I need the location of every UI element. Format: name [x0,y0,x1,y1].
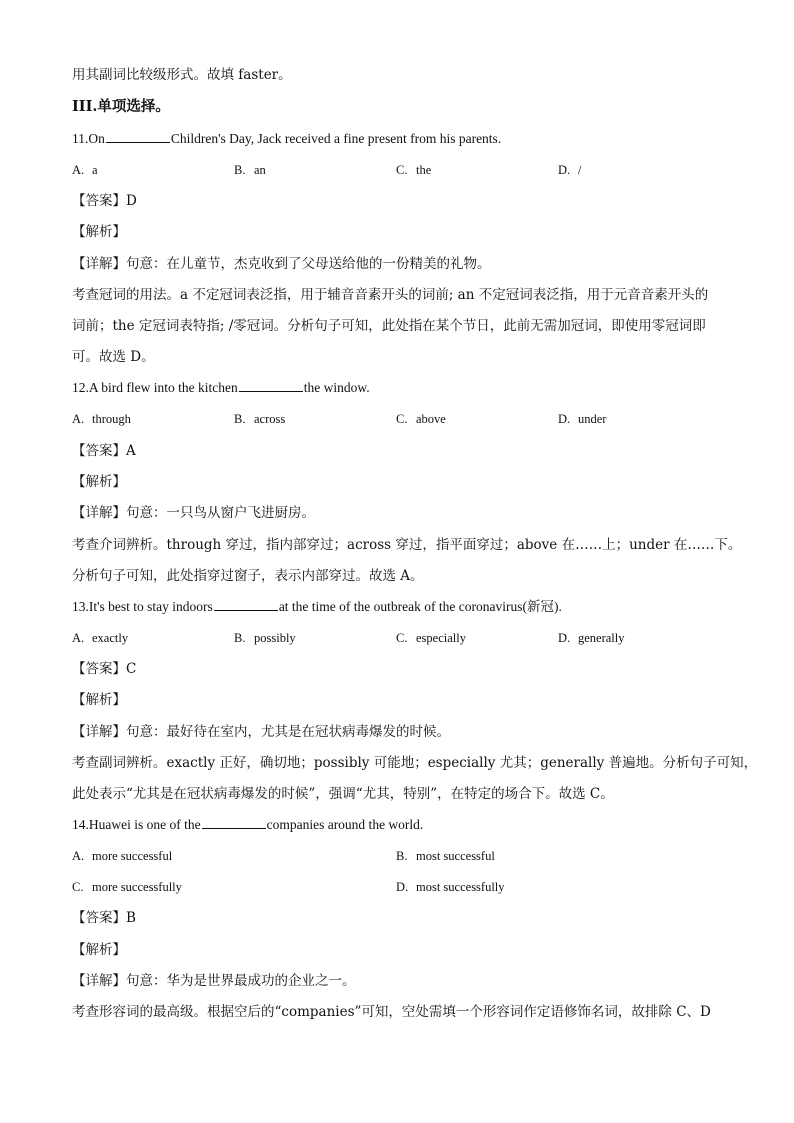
option-text: across [254,412,286,426]
option-letter: D. [558,412,571,426]
q14-detail: 【详解】句意：华为是世界最成功的企业之一。 [72,973,356,989]
question-11-prefix: 11.On [72,131,105,146]
option-letter: D. [558,631,571,645]
q11-option-d [558,161,581,179]
answer-blank [202,816,266,829]
option-text: generally [578,631,625,645]
q14-analysis-label: 【解析】 [72,942,126,958]
q13-option-d [558,629,625,647]
option-letter: B. [234,163,246,177]
q12-option-c [396,410,446,428]
option-text: the [416,163,432,177]
q11-detail: 【详解】句意：在儿童节，杰克收到了父母送给他的一份精美的礼物。 [72,256,491,272]
q13-explanation-1: 考查副词辨析。exactly 正好，确切地；possibly 可能地；especially 尤其；generally 普遍地。分析句子可知， [72,755,758,771]
q13-option-c [396,629,466,647]
question-13-suffix: at the time of the outbreak of the coronavirus(新冠). [278,599,562,614]
q12-option-d [558,410,606,428]
q13-detail: 【详解】句意：最好待在室内，尤其是在冠状病毒爆发的时候。 [72,724,450,740]
q12-detail: 【详解】句意：一只鸟从窗户飞进厨房。 [72,505,315,521]
question-14-suffix: companies around the world. [266,817,424,832]
q11-explanation-1: 考查冠词的用法。a 不定冠词表泛指，用于辅音音素开头的词前; an 不定冠词表泛指，用于元音音素开头的 [72,287,709,303]
option-text: through [92,412,131,426]
q14-option-c [72,878,182,896]
option-letter: C. [396,163,408,177]
option-text: / [578,163,582,177]
question-12-prefix: 12.A bird flew into the kitchen [72,380,238,395]
option-text: most successfully [416,880,505,894]
option-letter: C. [396,412,408,426]
q13-option-b [234,629,296,647]
q14-option-d [396,878,505,896]
question-14-prefix: 14.Huawei is one of the [72,817,201,832]
option-text: above [416,412,446,426]
q12-option-b [234,410,285,428]
option-text: more successfully [92,880,182,894]
q11-option-a [72,161,98,179]
option-letter: B. [234,631,246,645]
q14-explanation-1: 考查形容词的最高级。根据空后的“companies”可知，空处需填一个形容词作定语修饰名词，故排除 C、D [72,1004,711,1020]
continuation-line: 用其副词比较级形式。故填 faster。 [72,67,292,83]
question-14 [72,816,423,834]
answer-blank [106,130,170,143]
q12-explanation-2: 分析句子可知，此处指穿过窗子，表示内部穿过。故选 A。 [72,568,424,584]
option-text: under [578,412,607,426]
option-letter: D. [396,880,409,894]
option-text: an [254,163,266,177]
q11-analysis-label: 【解析】 [72,224,126,240]
option-letter: A. [72,163,85,177]
option-text: possibly [254,631,296,645]
q13-answer: 【答案】C [72,661,137,677]
answer-blank [239,379,303,392]
question-12 [72,379,370,397]
q11-option-b [234,161,266,179]
question-11-suffix: Children's Day, Jack received a fine present from his parents. [170,131,502,146]
section-heading: III.单项选择。 [72,98,170,115]
option-letter: A. [72,631,85,645]
q12-option-a [72,410,131,428]
q14-option-b [396,847,495,865]
question-13 [72,598,562,616]
option-text: a [92,163,98,177]
question-11 [72,130,501,148]
option-letter: D. [558,163,571,177]
answer-blank [214,598,278,611]
option-letter: B. [234,412,246,426]
q11-explanation-2: 词前；the 定冠词表特指; /零冠词。分析句子可知，此处指在某个节日，此前无需加冠词，即使用零冠词即 [72,318,706,334]
q12-explanation-1: 考查介词辨析。through 穿过，指内部穿过；across 穿过，指平面穿过；above 在……上；under 在……下。 [72,537,742,553]
q14-answer: 【答案】B [72,910,136,926]
q11-option-c [396,161,431,179]
q12-answer: 【答案】A [72,443,136,459]
question-12-suffix: the window. [303,380,370,395]
q13-analysis-label: 【解析】 [72,692,126,708]
option-letter: A. [72,412,85,426]
question-13-prefix: 13.It's best to stay indoors [72,599,213,614]
option-text: more successful [92,849,173,863]
q14-option-a [72,847,172,865]
q13-option-a [72,629,128,647]
option-letter: C. [396,631,408,645]
q11-answer: 【答案】D [72,193,137,209]
option-letter: C. [72,880,84,894]
option-letter: A. [72,849,85,863]
q11-explanation-3: 可。故选 D。 [72,349,155,365]
q12-analysis-label: 【解析】 [72,474,126,490]
option-text: especially [416,631,466,645]
option-letter: B. [396,849,408,863]
q13-explanation-2: 此处表示“尤其是在冠状病毒爆发的时候”，强调“尤其，特别”，在特定的场合下。故选 C。 [72,786,614,802]
option-text: exactly [92,631,129,645]
option-text: most successful [416,849,495,863]
